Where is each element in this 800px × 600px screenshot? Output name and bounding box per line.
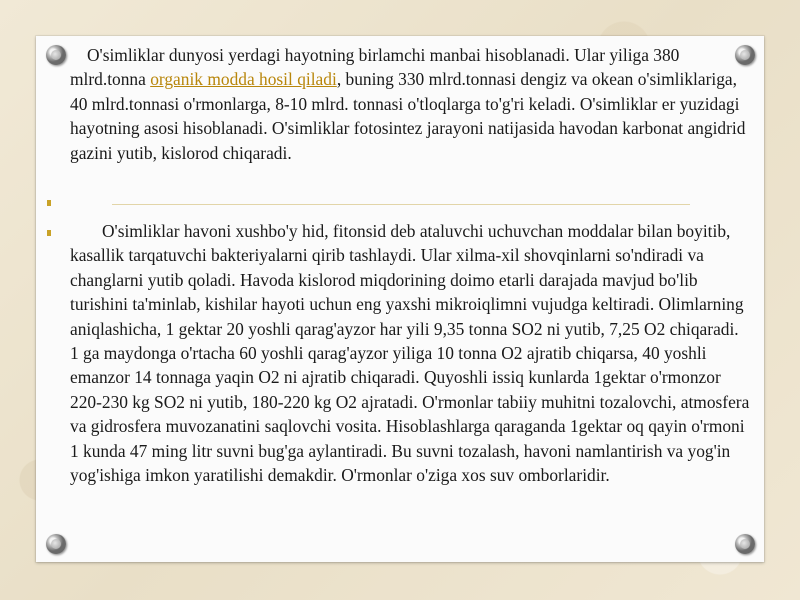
thumbtack-icon [46,45,66,65]
thumbtack-icon [46,534,66,554]
bullet-marker [47,200,51,206]
paragraph-plants-primary-source [70,43,750,165]
bullet-marker [47,230,51,236]
paragraph-plants-air-forests [70,219,750,487]
divider-line [112,204,690,205]
paragraph1-text-after-link: , buning 330 mlrd.tonnasi dengiz va okean o'simliklariga, 40 mlrd.tonnasi o'rmonlarga, 8-10 mlrd. tonnasi o'tloqlarga to'g'ri keladi. O'simliklar er yuzidagi hayotning asosi hisoblanadi. O'simliklar fotosintez jarayoni natijasida havodan karbonat angidrid gazini yutib, kislorod chiqaradi. [70,69,746,163]
thumbtack-icon [735,534,755,554]
paragraph2-text: O'simliklar havoni xushbo'y hid, fitonsid deb ataluvchi uchuvchan moddalar bilan boyitib, kasallik tarqatuvchi bakteriyalarni qirib tashlaydi. Ular xilma-xil shovqinlarni so'ndiradi va changlarni yutib qoladi. Havoda kislorod miqdorining doimo etarli darajada mavjud bo'lib turishini ta'minlab, kishilar hayoti uchun eng yaxshi mikroiqlimni vujudga keltiradi. Olimlarning aniqlashicha, 1 gektar 20 yoshli qarag'ayzor har yili 9,35 tonna SO2 ni yutib, 7,25 O2 chiqaradi. 1 ga maydonga o'rtacha 60 yoshli qarag'ayzor yiliga 10 tonna O2 ajratib chiqarsa, 40 yoshli emanzor 14 tonnaga yaqin O2 ni ajratib chiqaradi. Quyoshli issiq kunlarda 1gektar o'rmonzor 220-230 kg SO2 ni yutib, 180-220 kg O2 ajratadi. O'rmonlar tabiiy muhitni tozalovchi, atmosfera va gidrosfera muvozanatini saqlovchi vosita. Hisoblashlarga qaraganda 1gektar oq qayin o'rmoni 1 kunda 47 ming litr suvni bug'ga aylantiradi. Bu suvni tozalash, havoni namlantirish va yog'in yog'ishiga imkon yaratilishi demakdir. O'rmonlar o'ziga xos suv omborlaridir. [70,221,750,486]
organic-matter-link[interactable]: organik modda hosil qiladi [150,69,337,90]
paragraph1-text-before-link: O'simliklar dunyosi yerdagi hayotning birlamchi manbai hisoblanadi. Ular yiliga 380 mlrd.tonna [70,45,680,90]
